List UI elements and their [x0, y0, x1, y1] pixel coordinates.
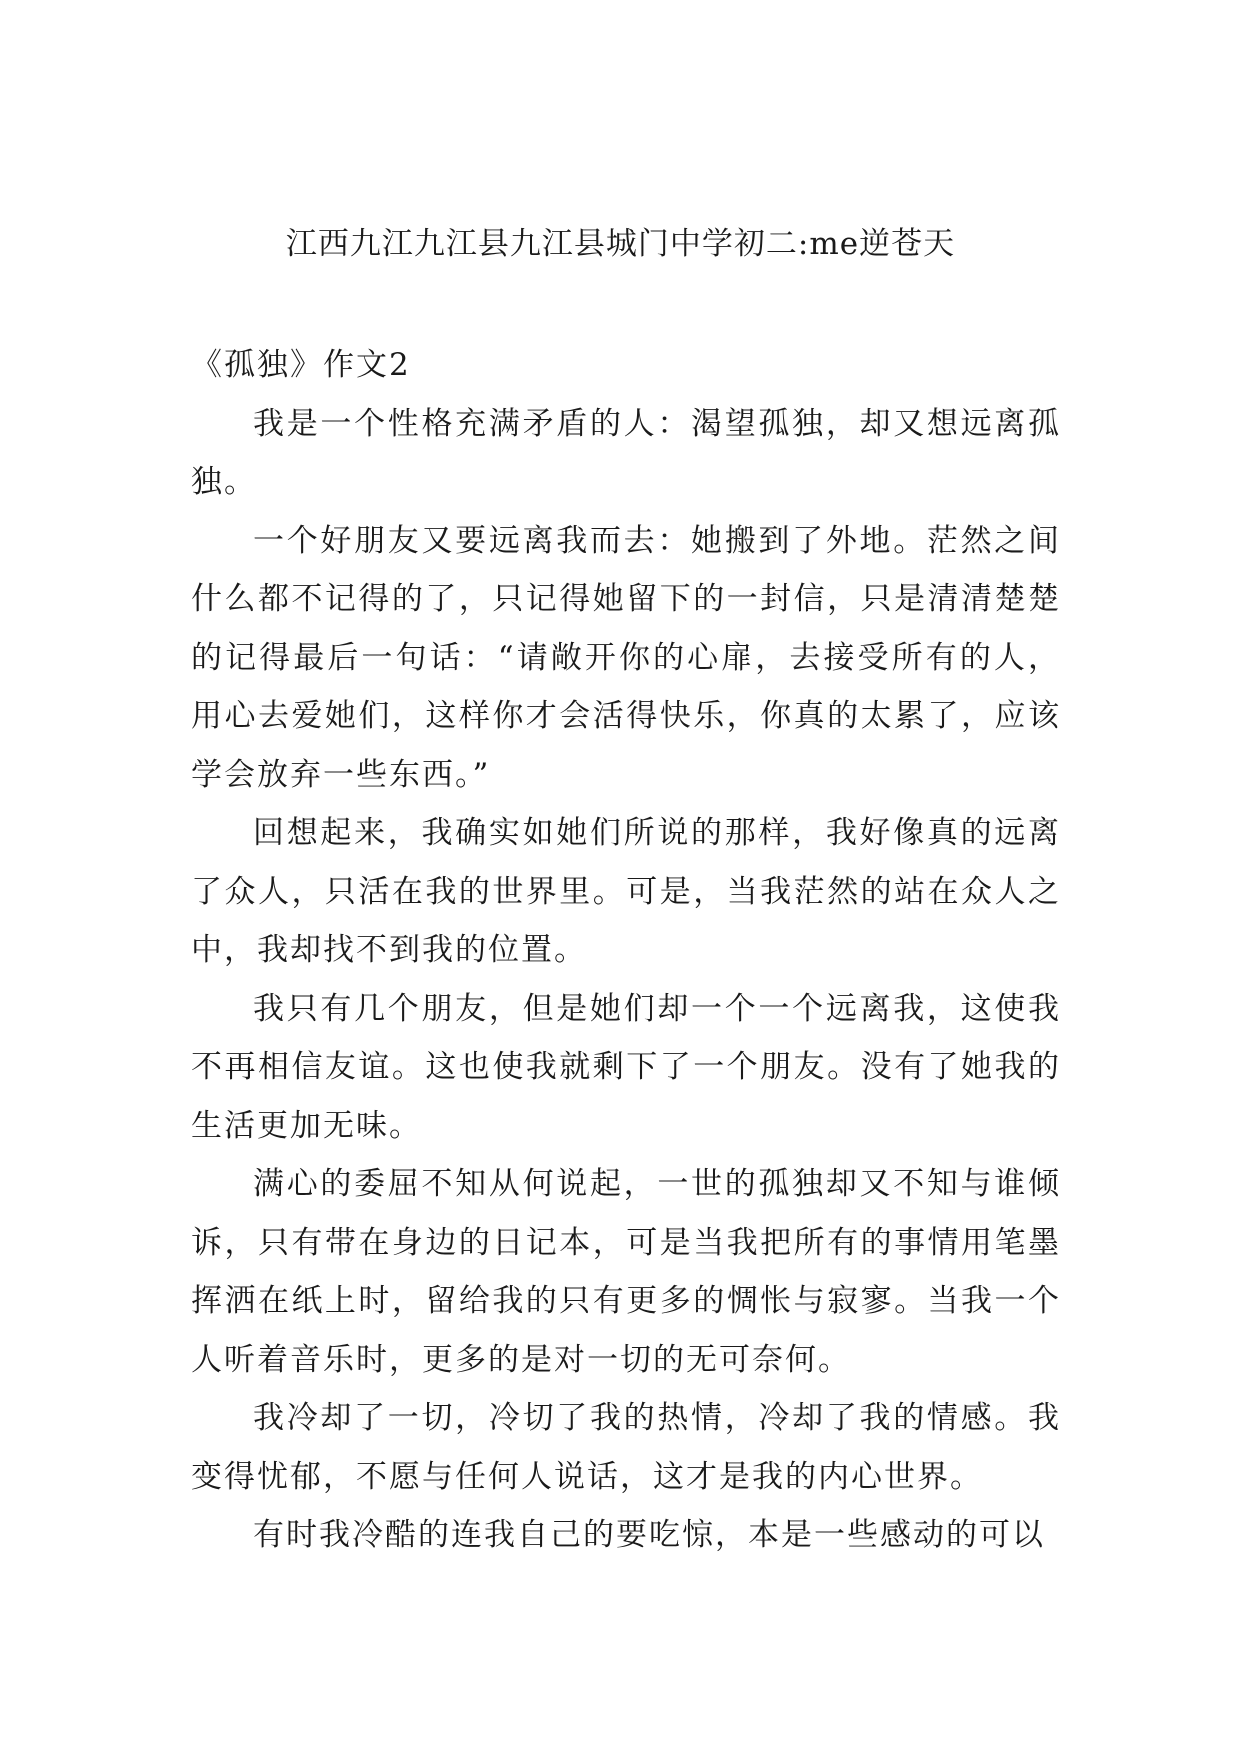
paragraph: 我冷却了一切，冷切了我的热情，冷却了我的情感。我变得忧郁，不愿与任何人说话，这才是我的内心世界。 [191, 1400, 1061, 1495]
paragraph: 我是一个性格充满矛盾的人：渴望孤独，却又想远离孤独。 [191, 405, 1061, 500]
essay-title: 《孤独》作文2 [191, 347, 411, 383]
document-header: 江西九江九江县九江县城门中学初二:me逆苍天 [285, 226, 956, 262]
paragraph: 满心的委屈不知从何说起，一世的孤独却又不知与谁倾诉，只有带在身边的日记本，可是当我把所有的事情用笔墨挥洒在纸上时，留给我的只有更多的惆怅与寂寥。当我一个人听着音乐时，更多的是对一切的无可奈何。 [191, 1166, 1061, 1378]
paragraph: 我只有几个朋友，但是她们却一个一个远离我，这使我不再相信友谊。这也使我就剩下了一个朋友。没有了她我的生活更加无味。 [191, 990, 1061, 1144]
paragraph: 有时我冷酷的连我自己的要吃惊，本是一些感动的可以 [253, 1517, 1045, 1553]
paragraph: 回想起来，我确实如她们所说的那样，我好像真的远离了众人，只活在我的世界里。可是，当我茫然的站在众人之中，我却找不到我的位置。 [191, 815, 1061, 968]
paragraph: 一个好朋友又要远离我而去：她搬到了外地。茫然之间什么都不记得的了，只记得她留下的一封信，只是清清楚楚的记得最后一句话：“请敞开你的心扉，去接受所有的人，用心去爱她们，这样你才会活得快乐，你真的太累了，应该学会放弃一些东西。” [191, 522, 1061, 793]
essay-body [191, 336, 1061, 1565]
